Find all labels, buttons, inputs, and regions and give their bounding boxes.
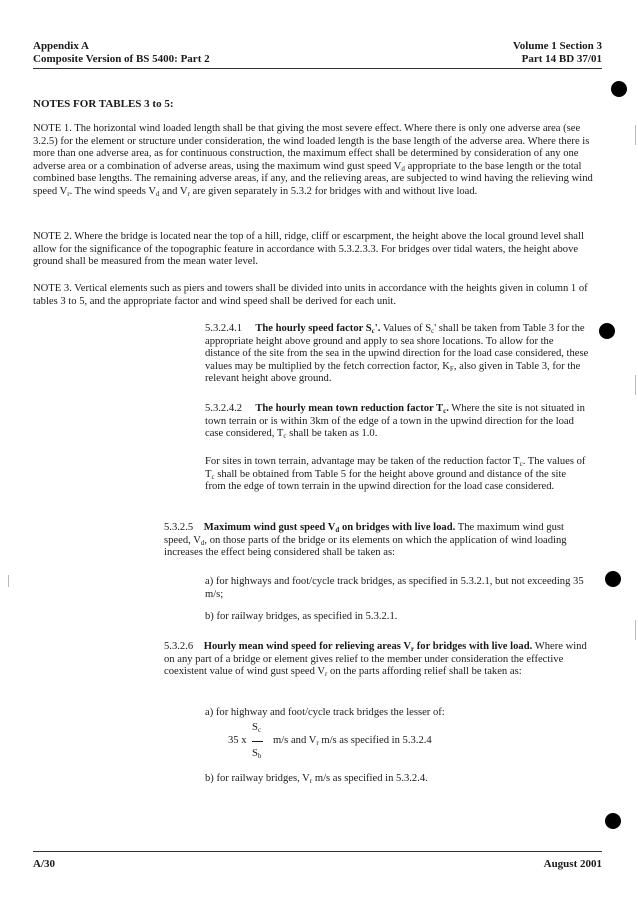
clause-number: 5.3.2.4.1	[205, 323, 243, 334]
punch-hole	[605, 813, 621, 829]
clause-number: 5.3.2.4.2	[205, 403, 243, 414]
part-reference: Part 14 BD 37/01	[521, 53, 602, 65]
fraction-bar	[252, 741, 263, 742]
clause-5-3-2-5: 5.3.2.5 Maximum wind gust speed $V_d$ on bridges with live load. The maximum wind gust speed, $V_d$, on those parts of the bridge or its elements on which the application of wind loading increases the effect being considered shall be taken as:	[164, 522, 567, 559]
clause-5-3-2-4-2: 5.3.2.4.2 The hourly mean town reduction factor $T_c$. Where the site is not situated in town terrain or is within 3km of the edge of a town in the upwind direction for the load case considered, $T_c$ shall be taken as 1.0.	[205, 403, 585, 441]
clause-heading: Hourly mean wind speed for relieving areas $V_r$ for bridges with live load.	[203, 641, 533, 653]
scan-mark	[635, 125, 636, 145]
formula-denominator: $S_b$	[252, 748, 262, 760]
clause-heading: The hourly mean town reduction factor $T_c$.	[255, 403, 449, 415]
header-left	[33, 40, 333, 66]
scan-mark	[635, 620, 636, 640]
notes-title: NOTES FOR TABLES 3 to 5:	[33, 98, 174, 110]
formula-tail: m/s and $V_r$ m/s as specified in 5.3.2.4	[273, 735, 432, 747]
punch-hole	[611, 81, 627, 97]
punch-hole	[599, 323, 615, 339]
formula	[228, 722, 528, 764]
clause-number: 5.3.2.6	[164, 641, 194, 652]
note-2: NOTE 2. Where the bridge is located near the top of a hill, ridge, cliff or escarpment, the height above the local ground level shall allow for the significance of the topographic feature in accordance with 5.3.2.3.3. For bridges over tidal waters, the height above ground shall be measured from the mean water level.	[33, 231, 584, 268]
note-1: NOTE 1. The horizontal wind loaded length shall be that giving the most severe effect. Where there is only one adverse area (see 3.2.5) for the element or structure under consideration, the wind loaded length is the base length of the adverse area. Where there is more than one adverse area, as for continuous construction, the maximum effect shall be determined by consideration of any one adverse area or a combination of adverse areas, using the maximum wind gust speed $V_d$ appropriate to the base length or the total combined base lengths. The remaining adverse areas, if any, and the relieving areas, are subjected to wind having the relieving wind speed $V_r$. The wind speeds $V_d$ and $V_r$ are given separately in 5.3.2 for bridges with and without live load.	[33, 123, 593, 198]
note-3: NOTE 3. Vertical elements such as piers and towers shall be divided into units in accordance with the heights given in column 1 of tables 3 to 5, and the appropriate factor and wind speed shall be derived for each unit.	[33, 283, 588, 307]
page-number: A/30	[33, 858, 55, 870]
list-item-a: a) for highway and foot/cycle track bridges the lesser of:	[205, 707, 445, 718]
footer-rule	[33, 851, 602, 852]
volume-section: Volume 1 Section 3	[512, 40, 602, 52]
clause-5-3-2-6: 5.3.2.6 Hourly mean wind speed for relieving areas $V_r$ for bridges with live load. Where wind on any part of a bridge or element gives relief to the member under consideration the effective coexistent value of wind gust speed $V_r$ on the parts affording relief shall be taken as:	[164, 641, 587, 679]
publication-date: August 2001	[543, 858, 602, 870]
scan-mark	[635, 375, 636, 395]
formula-numerator: $S_c$	[252, 722, 262, 734]
formula-coefficient: 35 x	[228, 735, 247, 746]
punch-hole	[605, 571, 621, 587]
clause-number: 5.3.2.5	[164, 522, 194, 533]
clause-heading: The hourly speed factor $S_c'$.	[255, 323, 381, 335]
clause-5-3-2-4-1: 5.3.2.4.1 The hourly speed factor $S_c'$. Values of $S_c'$ shall be taken from Table 3 for the appropriate height above ground and apply to sea shore locations. To allow for the distance of the site from the sea in the upwind direction for the load case considered, these values may be multiplied by the fetch correction factor, $K_F$, also given in Table 3, for the relevant height above ground.	[205, 323, 589, 385]
list-item-b: b) for railway bridges, $V_r$ m/s as specified in 5.3.2.4.	[205, 773, 428, 785]
list-item-b: b) for railway bridges, as specified in 5.3.2.1.	[205, 611, 398, 622]
document-title: Composite Version of BS 5400: Part 2	[33, 53, 210, 65]
scan-mark	[8, 575, 9, 587]
clause-5-3-2-4-2-para2: For sites in town terrain, advantage may be taken of the reduction factor $T_c$. The values of $T_c$ shall be obtained from Table 5 for the height above ground and distance of the site from the edge of town terrain in the upwind direction for the load case considered.	[205, 456, 586, 493]
list-item-a: a) for highways and foot/cycle track bridges, as specified in 5.3.2.1, but not exceeding 35 m/s;	[205, 576, 584, 600]
clause-heading: Maximum wind gust speed $V_d$ on bridges with live load.	[203, 522, 456, 534]
appendix-label: Appendix A	[33, 40, 89, 52]
header-right	[352, 40, 602, 66]
header-rule	[33, 68, 602, 69]
